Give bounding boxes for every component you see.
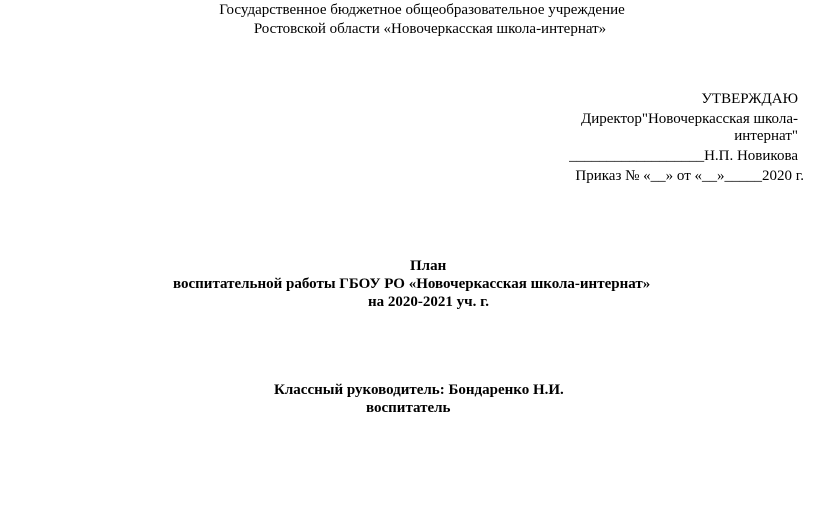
approval-director-line1: Директор"Новочеркасская школа- <box>580 111 798 127</box>
plan-subtitle: воспитательной работы ГБОУ РО «Новочеркасская школа-интернат» <box>173 276 651 292</box>
header-region-line: Ростовской области «Новочеркасская школа-интернат» <box>253 21 607 37</box>
approval-heading: УТВЕРЖДАЮ <box>701 91 798 107</box>
header-institution-line: Государственное бюджетное общеобразовательное учреждение <box>219 2 625 18</box>
approval-director-line2: интернат" <box>734 128 798 144</box>
approval-order-line: Приказ № «__» от «__»_____2020 г. <box>575 168 804 184</box>
plan-title: План <box>410 258 447 274</box>
approval-signature-line: __________________Н.П. Новикова <box>569 148 798 164</box>
plan-year: на 2020-2021 уч. г. <box>368 294 489 310</box>
teacher-role-line: воспитатель <box>366 400 451 416</box>
class-teacher-line: Классный руководитель: Бондаренко Н.И. <box>274 382 564 398</box>
